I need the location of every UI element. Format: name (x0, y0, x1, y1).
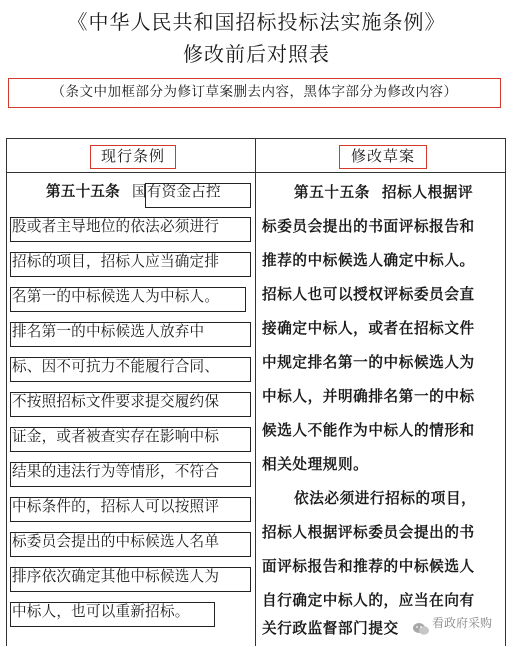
title-line-1: 《中华人民共和国招标投标法实施条例》 (67, 10, 446, 34)
right-line-7: 中标人，并明确排名第一的中标 (262, 388, 475, 405)
deleted-text-box (10, 217, 251, 242)
right-line-1 (262, 180, 506, 206)
deleted-text-box (10, 322, 251, 347)
deleted-text-box (10, 427, 251, 452)
table-header-divider (6, 172, 506, 173)
deleted-text-box (10, 532, 251, 557)
left-line-text: 国有资金占控 (131, 183, 221, 200)
left-line-8: 证金，或者被查实存在影响中标 (12, 428, 220, 445)
right-line-12: 面评标报告和推荐的中标候选人 (262, 558, 475, 575)
deleted-text-box (10, 602, 215, 627)
deleted-text-box (10, 462, 251, 487)
right-line-8: 候选人不能作为中标人的情形和 (262, 422, 475, 439)
right-line-9: 相关处理规则。 (262, 456, 369, 473)
left-line-2: 股或者主导地位的依法必须进行 (12, 218, 220, 235)
left-line-4: 名第一的中标候选人为中标人。 (12, 288, 220, 305)
right-line-text: 依法必须进行招标的项目， (294, 490, 477, 507)
deleted-text-box (10, 392, 251, 417)
deleted-text-box (10, 567, 251, 592)
left-line-3: 招标的项目，招标人应当确定排 (12, 253, 220, 270)
left-line-13: 中标人，也可以重新招标。 (12, 603, 190, 620)
right-line-text: 招标人根据评 (381, 184, 474, 201)
left-line-6: 标、因不可抗力不能履行合同、 (12, 358, 220, 375)
right-line-2: 标委员会提出的书面评标报告和 (262, 218, 475, 235)
right-article-number: 第五十五条 (294, 184, 370, 201)
deleted-text-box (145, 183, 251, 208)
right-line-3: 推荐的中标候选人确定中标人。 (262, 252, 475, 269)
left-article-number: 第五十五条 (46, 183, 120, 200)
right-column-header: 修改草案 (339, 145, 427, 169)
legend-note: （条文中加框部分为修订草案删去内容，黑体字部分为修改内容） (8, 78, 501, 108)
right-line-6: 中规定排名第一的中标候选人为 (262, 354, 475, 371)
right-line-10 (262, 486, 506, 512)
left-line-11: 标委员会提出的中标候选人名单 (12, 533, 220, 550)
left-line-10: 中标条件的，招标人可以按照评 (12, 498, 220, 515)
right-line-14: 关行政监督部门提交 (262, 620, 399, 637)
right-line-11: 招标人根据评标委员会提出的书 (262, 524, 475, 541)
deleted-text-box (10, 357, 251, 382)
deleted-text-box (10, 497, 251, 522)
watermark (412, 608, 510, 638)
right-line-5: 接确定中标人，或者在招标文件 (262, 320, 475, 337)
title-line-2: 修改前后对照表 (183, 42, 330, 66)
right-line-13: 自行确定中标人的，应当在向有 (262, 592, 475, 609)
left-line-12: 排序依次确定其他中标候选人为 (12, 568, 220, 585)
watermark-text: 看政府采购 (432, 616, 493, 630)
left-line-5: 排名第一的中标候选人放弃中 (12, 323, 205, 340)
left-line-9: 结果的违法行为等情形，不符合 (12, 463, 220, 480)
deleted-text-box (10, 252, 251, 277)
right-line-4: 招标人也可以授权评标委员会直 (262, 286, 475, 303)
left-column-header: 现行条例 (90, 145, 176, 169)
wechat-icon (412, 617, 430, 631)
left-line-7: 不按照招标文件要求提交履约保 (12, 393, 220, 410)
table-column-divider (255, 138, 256, 646)
deleted-text-box (10, 287, 246, 312)
